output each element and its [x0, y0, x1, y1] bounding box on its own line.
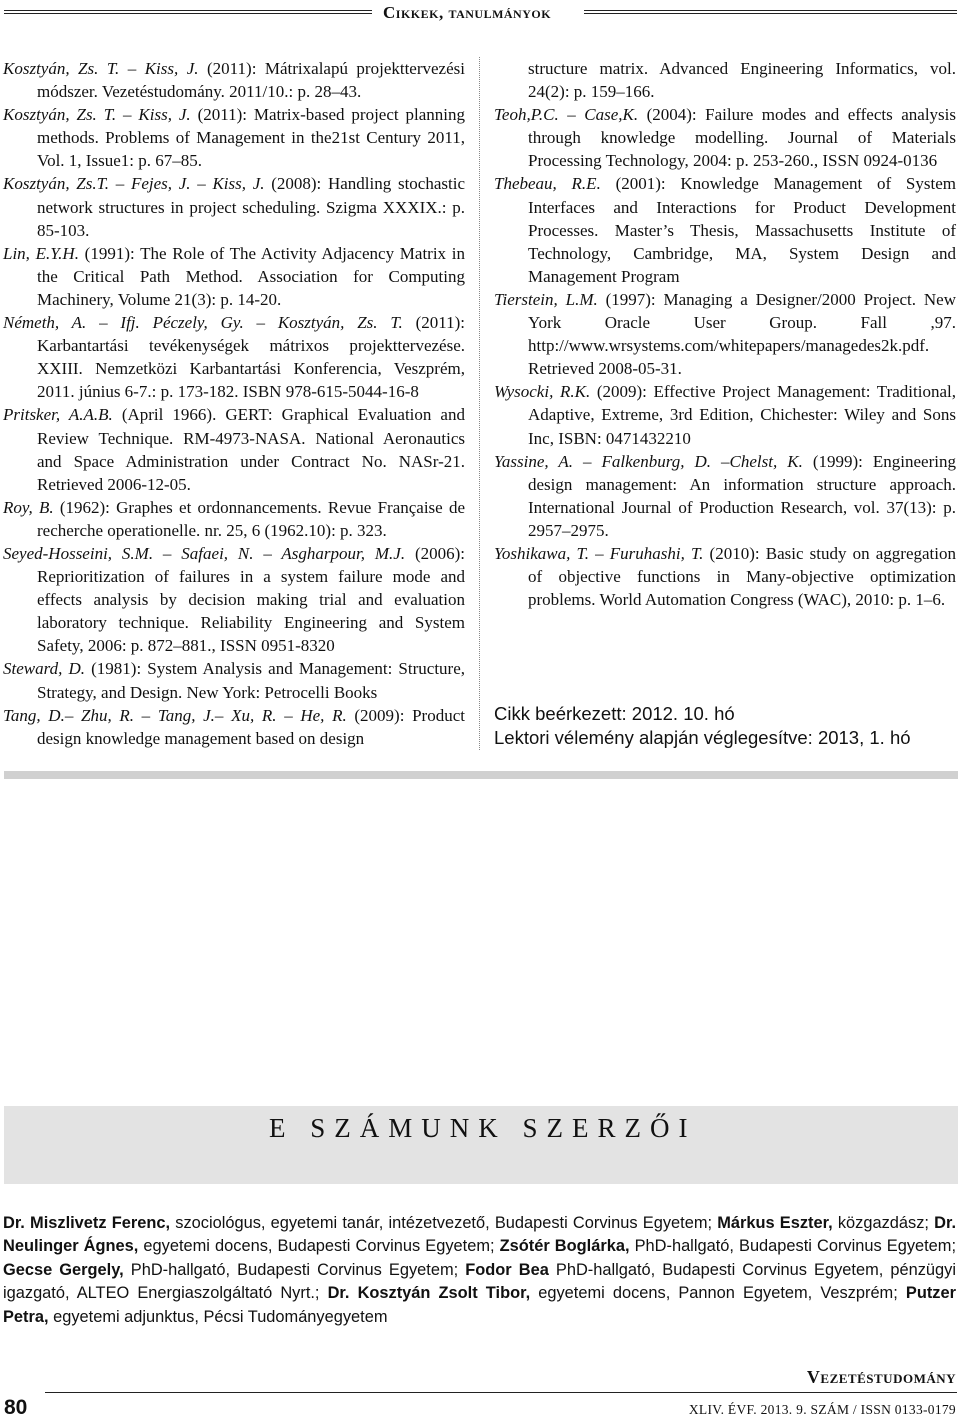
reference-entry — [3, 403, 465, 495]
author-affiliation: szociológus, egyetemi tanár, intézetvezető, Budapesti Corvinus Egyetem; — [170, 1214, 718, 1232]
journal-name: Vezetéstudomány — [806, 1367, 956, 1387]
reference-entry — [3, 657, 465, 703]
reference-authors: Steward, D. — [3, 659, 85, 679]
reference-text: (2011): Matrix-based project planning methods. Problems of Management in the21st Century 2011, Vol. 1, Issue1: p. 67–85. — [37, 105, 465, 171]
section-separator — [4, 771, 958, 779]
reference-entry — [494, 450, 956, 542]
reference-entry — [3, 496, 465, 542]
reference-authors: Yassine, A. – Falkenburg, D. –Chelst, K. — [494, 451, 803, 471]
author-name: Dr. Neulinger Ágnes, — [3, 1214, 957, 1256]
reference-authors: Pritsker, A.A.B. — [3, 405, 113, 425]
finalized-date: Lektori vélemény alapján véglegesítve: 2013, 1. hó — [494, 727, 911, 748]
received-date: Cikk beérkezett: 2012. 10. hó — [494, 703, 735, 724]
reference-authors: Tierstein, L.M. — [494, 289, 598, 309]
reference-entry — [494, 57, 956, 103]
reference-authors: Wysocki, R.K. — [494, 382, 591, 402]
author-affiliation: egyetemi docens, Pannon Egyetem, Veszprém; — [530, 1284, 906, 1303]
page-number: 80 — [4, 1396, 28, 1419]
reference-authors: Kosztyán, Zs.T. – Fejes, J. – Kiss, J. — [3, 174, 265, 194]
authors-paragraph — [3, 1212, 956, 1329]
reference-entry — [494, 380, 956, 449]
reference-text: (April 1966). GERT: Graphical Evaluation and Review Technique. RM-4973-NASA. National Aeronautics and Space Administration under Contract No. NASr-21. Retrieved 2006-12-05. — [37, 405, 465, 494]
author-name: Dr. Kosztyán Zsolt Tibor, — [327, 1284, 531, 1303]
author-affiliation: közgazdász; — [832, 1214, 935, 1232]
reference-text: (2009): Effective Project Management: Traditional, Adaptive, Extreme, 3rd Edition, Chichester: Wiley and Sons Inc, ISBN: 0471432210 — [528, 382, 956, 448]
footer-rule — [45, 1392, 957, 1393]
issue-info: XLIV. ÉVF. 2013. 9. SZÁM / ISSN 0133-0179 — [688, 1402, 956, 1417]
reference-authors: Seyed-Hosseini, S.M. – Safaei, N. – Asgharpour, M.J. — [3, 543, 406, 563]
reference-text: (1999): Engineering design management: An information structure approach. International Journal of Production Research, vol. 37(13): p. 2957–2975. — [528, 451, 956, 540]
reference-entry — [3, 172, 465, 241]
received-note — [494, 702, 911, 750]
reference-text: (1981): System Analysis and Management: Structure, Strategy, and Design. New York: Petrocelli Books — [37, 659, 465, 702]
header-rule-right — [584, 10, 957, 14]
reference-text: (2006): Reprioritization of failures in a system failure mode and effects analysis by decision making trial and evaluation laboratory technique. Reliability Engineering and System Safety, 2006: p. 872–881., ISSN 0951-8320 — [37, 543, 466, 656]
reference-authors: Németh, A. – Ifj. Péczely, Gy. – Kosztyán, Zs. T. — [3, 313, 403, 333]
reference-authors: Lin, E.Y.H. — [3, 243, 79, 263]
author-name: Dr. Miszlivetz Ferenc, — [3, 1214, 171, 1232]
column-divider — [479, 57, 480, 750]
reference-entry — [494, 288, 956, 380]
reference-authors: Kosztyán, Zs. T. – Kiss, J. — [3, 105, 191, 125]
reference-entry — [494, 542, 956, 611]
reference-text: (2008): Handling stochastic network structures in project scheduling. Szigma XXXIX.: p. 85-103. — [37, 174, 465, 240]
reference-text: (2010): Basic study on aggregation of objective functions in Many-objective optimization problems. World Automation Congress (WAC), 2010: p. 1–6. — [528, 543, 956, 610]
author-affiliation: PhD-hallgató, Budapesti Corvinus Egyetem; — [123, 1260, 466, 1279]
reference-entry — [3, 242, 465, 311]
reference-entry — [3, 542, 465, 657]
author-affiliation: egyetemi docens, Budapesti Corvinus Egyetem; — [138, 1237, 500, 1256]
author-affiliation: egyetemi adjunktus, Pécsi Tudományegyetem — [48, 1307, 388, 1326]
references-right-column — [494, 57, 956, 611]
reference-text: structure matrix. Advanced Engineering Informatics, vol. 24(2): p. 159–166. — [528, 59, 956, 102]
reference-text: (1997): Managing a Designer/2000 Project. New York Oracle User Group. Fall ,97. http://www.wrsystems.com/whitepapers/managedes2k.pdf. Retrieved 2008-05-31. — [528, 289, 956, 379]
reference-entry — [494, 103, 956, 172]
reference-text: (2011): Karbantartási tevékenységek mátrixos projekttervezése. XXIII. Nemzetközi Karbantartási Konferencia, Veszprém, 2011. június 6-7.: p. 173-182. ISBN 978-615-5044-16-8 — [37, 313, 465, 402]
reference-text: (2011): Mátrixalapú projekttervezési módszer. Vezetéstudomány. 2011/10.: p. 28–43. — [37, 59, 465, 102]
author-name: Fodor Bea — [465, 1260, 549, 1279]
reference-entry — [494, 172, 956, 287]
reference-entry — [3, 704, 465, 750]
reference-entry — [3, 57, 465, 103]
author-name: Putzer Petra, — [3, 1284, 956, 1326]
reference-text: (1991): The Role of The Activity Adjacency Matrix in the Critical Path Method. Association for Computing Machinery, Volume 21(3): p. 14-20. — [37, 243, 465, 309]
reference-text: (2004): Failure modes and effects analysis through knowledge modelling. Journal of Materials Processing Technology, 2004: p. 253-260., ISSN 0924-0136 — [528, 105, 956, 171]
reference-authors: Tang, D.– Zhu, R. – Tang, J.– Xu, R. – He, R. — [3, 705, 347, 725]
reference-text: (2009): Product design knowledge management based on design — [37, 705, 465, 748]
reference-text: (2001): Knowledge Management of System Interfaces and Interactions for Product Development Processes. Master’s Thesis, Massachusetts Institute of Technology, Cambridge, MA, System Design and Management Program — [528, 174, 956, 286]
reference-authors: Yoshikawa, T. – Furuhashi, T. — [494, 543, 704, 563]
references-left-column — [3, 57, 465, 750]
author-name: Zsótér Boglárka, — [499, 1237, 630, 1256]
reference-entry — [3, 103, 465, 172]
author-name: Gecse Gergely, — [3, 1260, 124, 1279]
author-affiliation: PhD-hallgató, Budapesti Corvinus Egyetem; — [629, 1237, 957, 1256]
section-title: Cikkek, tanulmányok — [383, 3, 552, 22]
reference-entry — [3, 311, 465, 403]
reference-authors: Thebeau, R.E. — [494, 174, 601, 194]
authors-title: E SZÁMUNK SZERZŐI — [269, 1113, 697, 1143]
reference-authors: Teoh,P.C. – Case,K. — [494, 105, 639, 125]
reference-text: (1962): Graphes et ordonnancements. Revue Française de recherche operationelle. nr. 25, 6 (1962.10): p. 323. — [37, 497, 465, 540]
author-affiliation: PhD-hallgató, Budapesti Corvinus Egyetem, pénzügyi igazgató, ALTEO Energiaszolgáltató Nyrt.; — [3, 1260, 956, 1303]
reference-authors: Kosztyán, Zs. T. – Kiss, J. — [3, 59, 199, 78]
header-rule-left — [4, 10, 372, 14]
reference-authors: Roy, B. — [3, 497, 54, 517]
author-name: Márkus Eszter, — [717, 1214, 833, 1232]
